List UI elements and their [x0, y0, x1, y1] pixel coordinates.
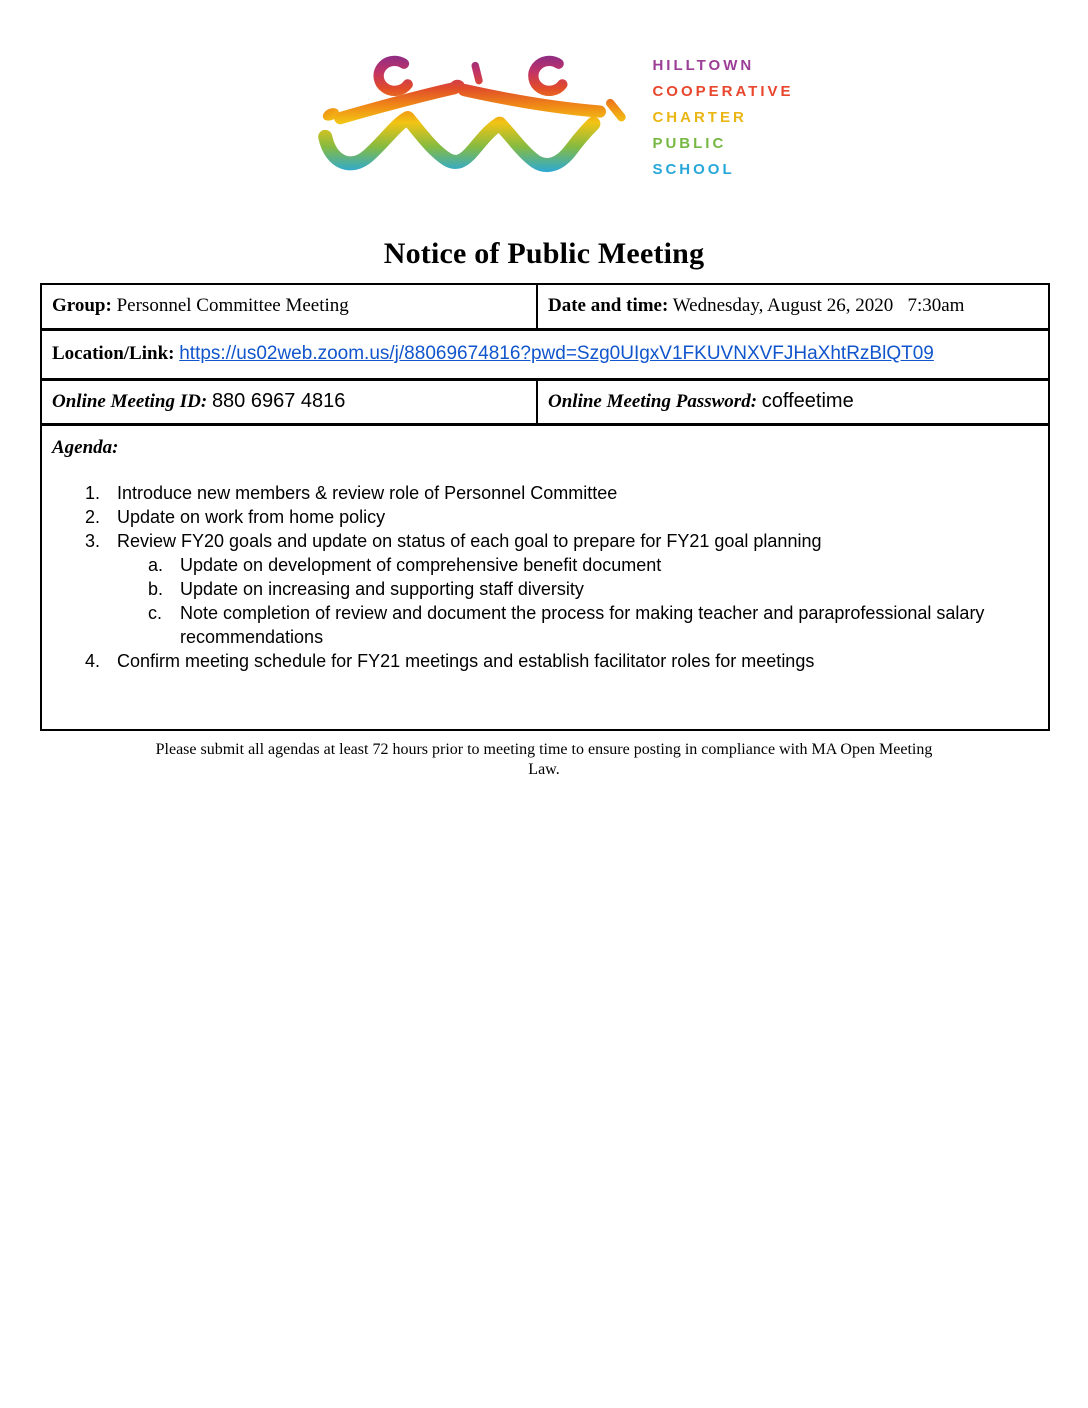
- agenda-subitem-letter: c.: [148, 602, 163, 623]
- meeting-id-value: 880 6967 4816: [211, 390, 346, 412]
- meeting-id-label: Online Meeting ID:: [52, 391, 208, 412]
- agenda-item-1: [52, 481, 1038, 505]
- datetime-value: Wednesday, August 26, 2020 7:30am: [672, 295, 965, 317]
- table-row-location: [41, 329, 1049, 379]
- datetime-label: Date and time:: [548, 295, 669, 317]
- group-cell: [41, 284, 537, 329]
- logo-text-line: COOPERATIVE: [652, 83, 794, 100]
- footer-line-1: Please submit all agendas at least 72 hours prior to meeting time to ensure posting in compliance with MA Open Meeting: [155, 741, 933, 758]
- footer-note: [0, 740, 1088, 780]
- agenda-item-text: Introduce new members & review role of Personnel Committee: [117, 482, 618, 503]
- agenda-subitem-b: [52, 577, 1038, 601]
- logo-text-line: CHARTER: [652, 109, 747, 126]
- logo-text-line: PUBLIC: [652, 135, 727, 152]
- page-title: Notice of Public Meeting: [383, 237, 705, 270]
- agenda-item-2: [52, 505, 1038, 529]
- school-logo: [12, 0, 1088, 195]
- agenda-item-3: [52, 529, 1038, 553]
- agenda-subitem-letter: a.: [148, 554, 164, 575]
- agenda-subitem-c: [52, 601, 1038, 649]
- logo-text-line: HILLTOWN: [652, 57, 755, 74]
- agenda-item-number: 2.: [85, 506, 101, 527]
- logo-text-line: SCHOOL: [652, 161, 735, 178]
- password-label: Online Meeting Password:: [548, 391, 758, 412]
- agenda-item-text: Confirm meeting schedule for FY21 meetings and establish facilitator roles for meetings: [117, 650, 815, 671]
- agenda-subitem-text: Update on increasing and supporting staff diversity: [180, 578, 584, 599]
- location-label: Location/Link:: [52, 343, 175, 364]
- agenda-subitem-text: Update on development of comprehensive benefit document: [180, 554, 662, 575]
- agenda-cell: [41, 424, 1049, 730]
- school-name: [652, 45, 793, 183]
- agenda-item-number: 1.: [85, 482, 101, 503]
- agenda-item-text: Review FY20 goals and update on status of each goal to prepare for FY21 goal planning: [117, 530, 822, 551]
- table-row-id-password: [41, 379, 1049, 424]
- table-row-group-date: [41, 284, 1049, 329]
- agenda-label: Agenda:: [52, 436, 119, 458]
- dancing-figures-icon: [306, 45, 636, 195]
- table-row-agenda: [41, 424, 1049, 730]
- agenda-item-number: 3.: [85, 530, 101, 551]
- password-cell: [537, 379, 1049, 424]
- location-cell: [41, 329, 1049, 379]
- meeting-info-table: [40, 283, 1050, 731]
- meeting-id-cell: [41, 379, 537, 424]
- agenda-list: [52, 481, 1038, 673]
- datetime-cell: [537, 284, 1049, 329]
- agenda-subitem-a: [52, 553, 1038, 577]
- agenda-item-number: 4.: [85, 650, 101, 671]
- footer-line-2: Law.: [528, 761, 560, 778]
- agenda-item-text: Update on work from home policy: [117, 506, 386, 527]
- group-label: Group:: [52, 295, 112, 317]
- password-value: coffeetime: [761, 390, 854, 412]
- zoom-meeting-link[interactable]: https://us02web.zoom.us/j/88069674816?pwd=Szg0UIgxV1FKUVNXVFJHaXhtRzBlQT09: [179, 343, 934, 364]
- group-value: Personnel Committee Meeting: [116, 295, 349, 317]
- agenda-item-4: [52, 649, 1038, 673]
- agenda-subitem-letter: b.: [148, 578, 164, 599]
- agenda-subitem-text: Note completion of review and document the process for making teacher and paraprofessional salary recommendations: [180, 602, 985, 647]
